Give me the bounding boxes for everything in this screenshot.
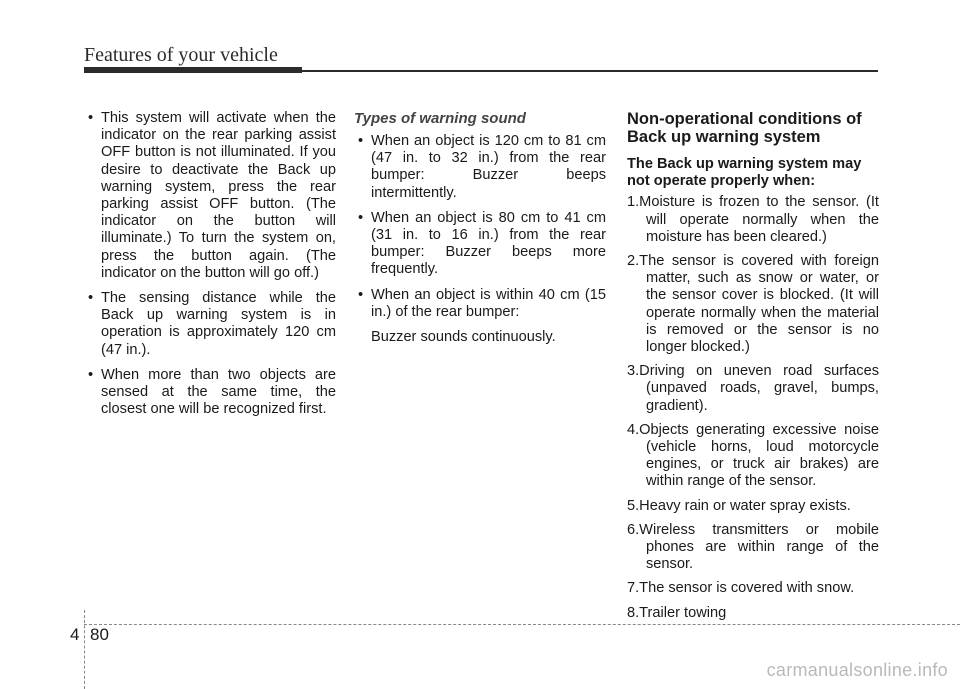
list-item: 8.Trailer towing [627, 604, 727, 621]
non-operational-intro: The Back up warning system may not operate properly when: [627, 156, 862, 190]
non-operational-heading: Non-operational conditions of Back up warning system [627, 110, 862, 146]
chapter-number: 4 [70, 625, 80, 644]
bullet-item: • When an object is within 40 cm (15 in.) of the rear bumper: [354, 287, 606, 321]
list-item: 3.Driving on uneven road surfaces (unpaved roads, gravel, bumps, gradient). [627, 363, 879, 414]
list-item: 1.Moisture is frozen to the sensor. (It will operate normally when the moisture has been cleared.) [627, 194, 879, 245]
page-number: 80 [90, 625, 109, 644]
header-title: Features of your vehicle [84, 44, 278, 66]
list-item: 7.The sensor is covered with snow. [627, 580, 855, 597]
footer-divider [84, 610, 85, 689]
bullet-item: • When an object is 80 cm to 41 cm (31 in. to 16 in.) from the rear bumper: Buzzer beeps more frequently. [354, 210, 606, 279]
list-item: 6.Wireless transmitters or mobile phones are within range of the sensor. [627, 521, 879, 573]
watermark: carmanualsonline.info [766, 660, 948, 680]
bullet-item: • When more than two objects are sensed at the same time, the closest one will be recognized first. [84, 367, 336, 419]
activation-bullets [84, 110, 336, 418]
list-item: 4.Objects generating excessive noise (vehicle horns, loud motorcycle engines, or truck air brakes) are within range of the sensor. [627, 421, 879, 490]
bullet-item: • When an object is 120 cm to 81 cm (47 in. to 32 in.) from the rear bumper: Buzzer beeps intermittently. [354, 133, 606, 202]
list-item: 2.The sensor is covered with foreign matter, such as snow or water, or the sensor cover is blocked. (It will operate normally when the material is removed or the sensor is no longer blocked.) [627, 253, 879, 356]
column-1 [84, 110, 336, 426]
bullet-item: • This system will activate when the indicator on the rear parking assist OFF button is not illuminated. If you desire to deactivate the Back up warning system, press the rear parking assist OFF button. (The indicator on the button will illuminate.) To turn the system on, press the button again. (The indicator on the button will go off.) [84, 110, 336, 282]
non-operational-list [627, 194, 879, 621]
bullet-item: • The sensing distance while the Back up warning system is in operation is approximately 120 cm (47 in.). [84, 290, 336, 359]
header-rule-thick [84, 67, 302, 73]
header-rule-thin [300, 70, 878, 72]
bullet-continuation: Buzzer sounds continuously. [371, 329, 556, 346]
column-3 [627, 110, 879, 629]
footer-rule [84, 624, 960, 625]
warning-sound-heading: Types of warning sound [354, 110, 526, 127]
list-item: 5.Heavy rain or water spray exists. [627, 497, 851, 514]
column-2 [354, 110, 606, 346]
warning-sound-bullets [354, 133, 606, 321]
